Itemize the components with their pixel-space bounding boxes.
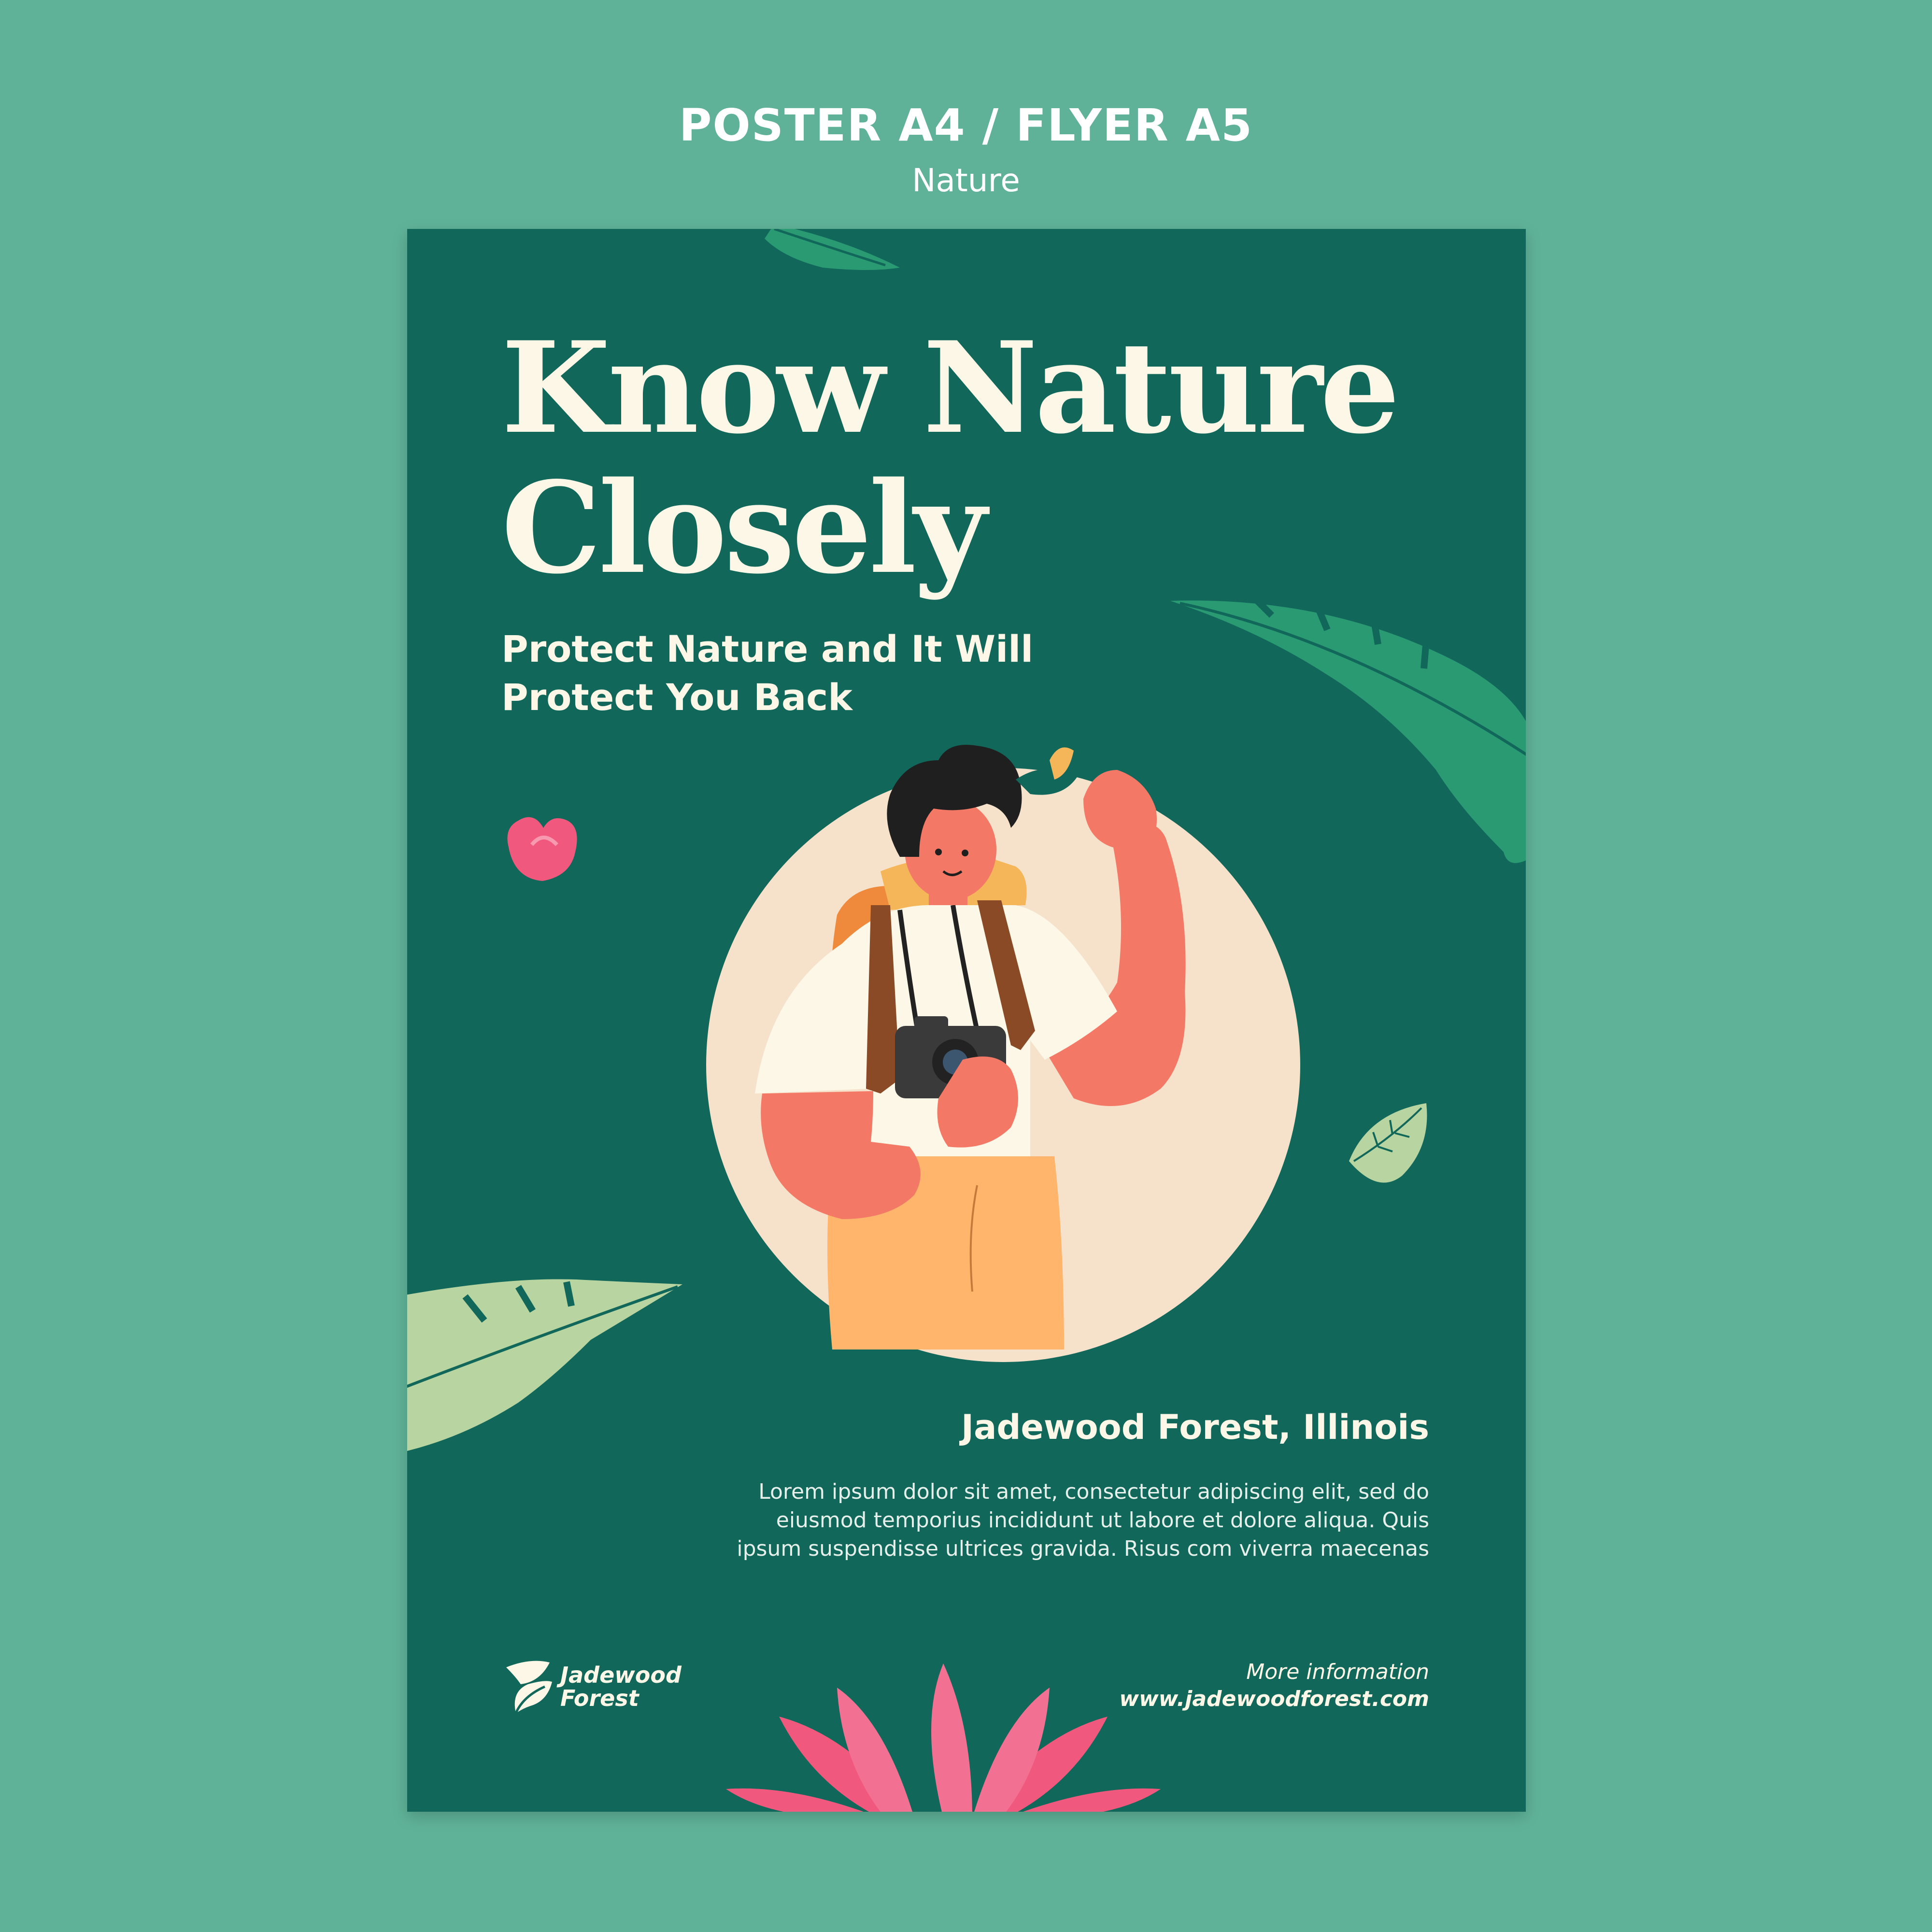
logo-text xyxy=(560,1663,682,1710)
header-subtitle: Nature xyxy=(912,162,1020,199)
header-title: POSTER A4 / FLYER A5 xyxy=(679,99,1253,151)
logo-line-1: Jadewood xyxy=(560,1662,682,1688)
poster-headline xyxy=(501,314,1467,602)
leaf-logo-icon xyxy=(501,1658,554,1716)
tagline-line-2: Protect You Back xyxy=(501,676,852,719)
logo-line-2: Forest xyxy=(560,1685,639,1711)
right-leaf-icon xyxy=(1170,596,1526,863)
poster-tagline xyxy=(501,625,1081,722)
contact-info xyxy=(1119,1659,1429,1713)
brand-logo xyxy=(501,1658,682,1716)
poster xyxy=(407,229,1526,1812)
tagline-line-1: Protect Nature and It Will xyxy=(501,627,1034,670)
left-leaf-icon xyxy=(407,1279,682,1451)
body-line: ipsum suspendisse ultrices gravida. Risus com viverra maecenas xyxy=(737,1536,1429,1561)
body-line: eiusmod temporius incididunt ut labore et dolore aliqua. Quis xyxy=(776,1508,1429,1533)
more-info-label: More information xyxy=(1246,1660,1429,1684)
body-paragraph xyxy=(705,1477,1429,1563)
headline-line-1: Know Nature xyxy=(501,314,1397,462)
page-header xyxy=(0,97,1932,205)
pink-bud-icon xyxy=(508,817,577,881)
headline-line-2: Closely xyxy=(501,455,984,602)
body-line: Lorem ipsum dolor sit amet, consectetur adipiscing elit, sed do xyxy=(758,1479,1429,1504)
pink-flower-icon xyxy=(726,1663,1161,1812)
small-leaf-icon xyxy=(1349,1103,1427,1183)
top-leaf-icon xyxy=(765,229,900,270)
location-title: Jadewood Forest, Illinois xyxy=(961,1407,1429,1447)
website-link[interactable]: www.jadewoodforest.com xyxy=(1119,1687,1429,1711)
